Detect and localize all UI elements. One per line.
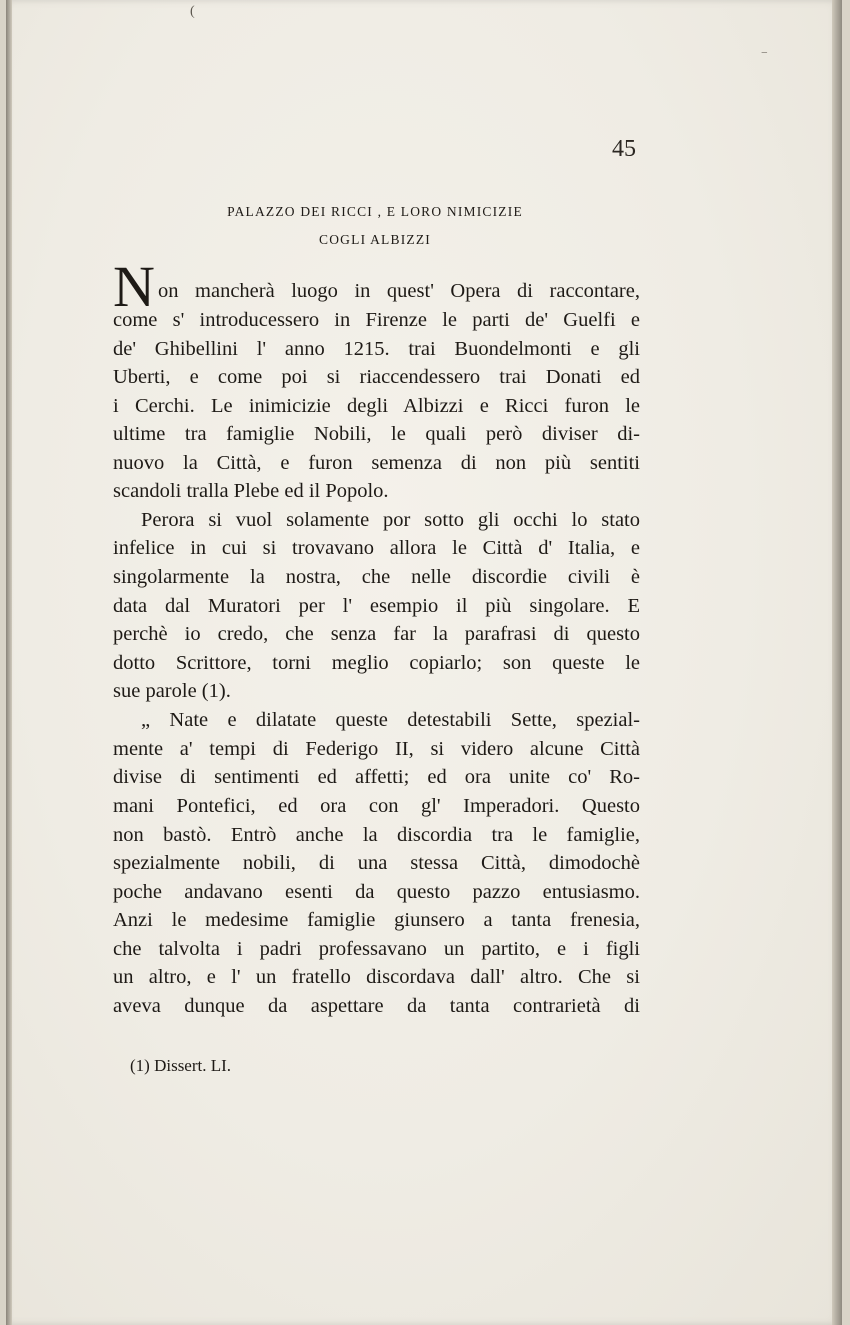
text-line: che talvolta i padri professavano un partito, e i figli	[113, 938, 640, 960]
text-line: mani Pontefici, ed ora con gl' Imperadori. Questo	[113, 795, 640, 817]
text-line: aveva dunque da aspettare da tanta contrarietà di	[113, 995, 640, 1017]
text-line: mente a' tempi di Federigo II, si videro alcune Città	[113, 738, 640, 760]
text-line: dotto Scrittore, torni meglio copiarlo; son queste le	[113, 652, 640, 674]
text-line: non bastò. Entrò anche la discordia tra le famiglie,	[113, 824, 640, 846]
text-line: un altro, e l' un fratello discordava dall' altro. Che si	[113, 966, 640, 988]
drop-cap: N	[113, 254, 155, 319]
paper-mark: (	[190, 4, 195, 19]
text-line: de' Ghibellini l' anno 1215. trai Buondelmonti e gli	[113, 338, 640, 360]
text-line: Uberti, e come poi si riaccendessero trai Donati ed	[113, 366, 640, 388]
text-line: scandoli tralla Plebe ed il Popolo.	[113, 480, 389, 502]
text-line: come s' introducessero in Firenze le parti de' Guelfi e	[113, 309, 640, 331]
page-number: 45	[612, 136, 636, 162]
text-line: nuovo la Città, e furon semenza di non più sentiti	[113, 452, 640, 474]
chapter-heading-line-1: PALAZZO DEI RICCI , E LORO NIMICIZIE	[227, 204, 523, 219]
text-line: infelice in cui si trovavano allora le Città d' Italia, e	[113, 537, 640, 559]
text-line: sue parole (1).	[113, 680, 231, 702]
paper-mark: ‾	[762, 52, 767, 67]
text-line: singolarmente la nostra, che nelle discordie civili è	[113, 566, 640, 588]
page-left-edge	[6, 0, 12, 1325]
text-line: divise di sentimenti ed affetti; ed ora unite co' Ro-	[113, 766, 640, 788]
text-line: ultime tra famiglie Nobili, le quali però diviser di-	[113, 423, 640, 445]
text-line: i Cerchi. Le inimicizie degli Albizzi e Ricci furon le	[113, 395, 640, 417]
text-line: spezialmente nobili, di una stessa Città, dimodochè	[113, 852, 640, 874]
text-line: perchè io credo, che senza far la parafrasi di questo	[113, 623, 640, 645]
text-line: Perora si vuol solamente por sotto gli occhi lo stato	[141, 509, 640, 531]
text-line: data dal Muratori per l' esempio il più singolare. E	[113, 595, 640, 617]
text-line: poche andavano esenti da questo pazzo entusiasmo.	[113, 881, 640, 903]
text-line: Anzi le medesime famiglie giunsero a tanta frenesia,	[113, 909, 640, 931]
text-line: on mancherà luogo in quest' Opera di raccontare,	[158, 280, 640, 302]
page-right-edge	[832, 0, 842, 1325]
footnote: (1) Dissert. LI.	[130, 1056, 232, 1075]
text-line: „ Nate e dilatate queste detestabili Sette, spezial-	[141, 709, 640, 731]
chapter-heading-line-2: COGLI ALBIZZI	[319, 232, 431, 247]
